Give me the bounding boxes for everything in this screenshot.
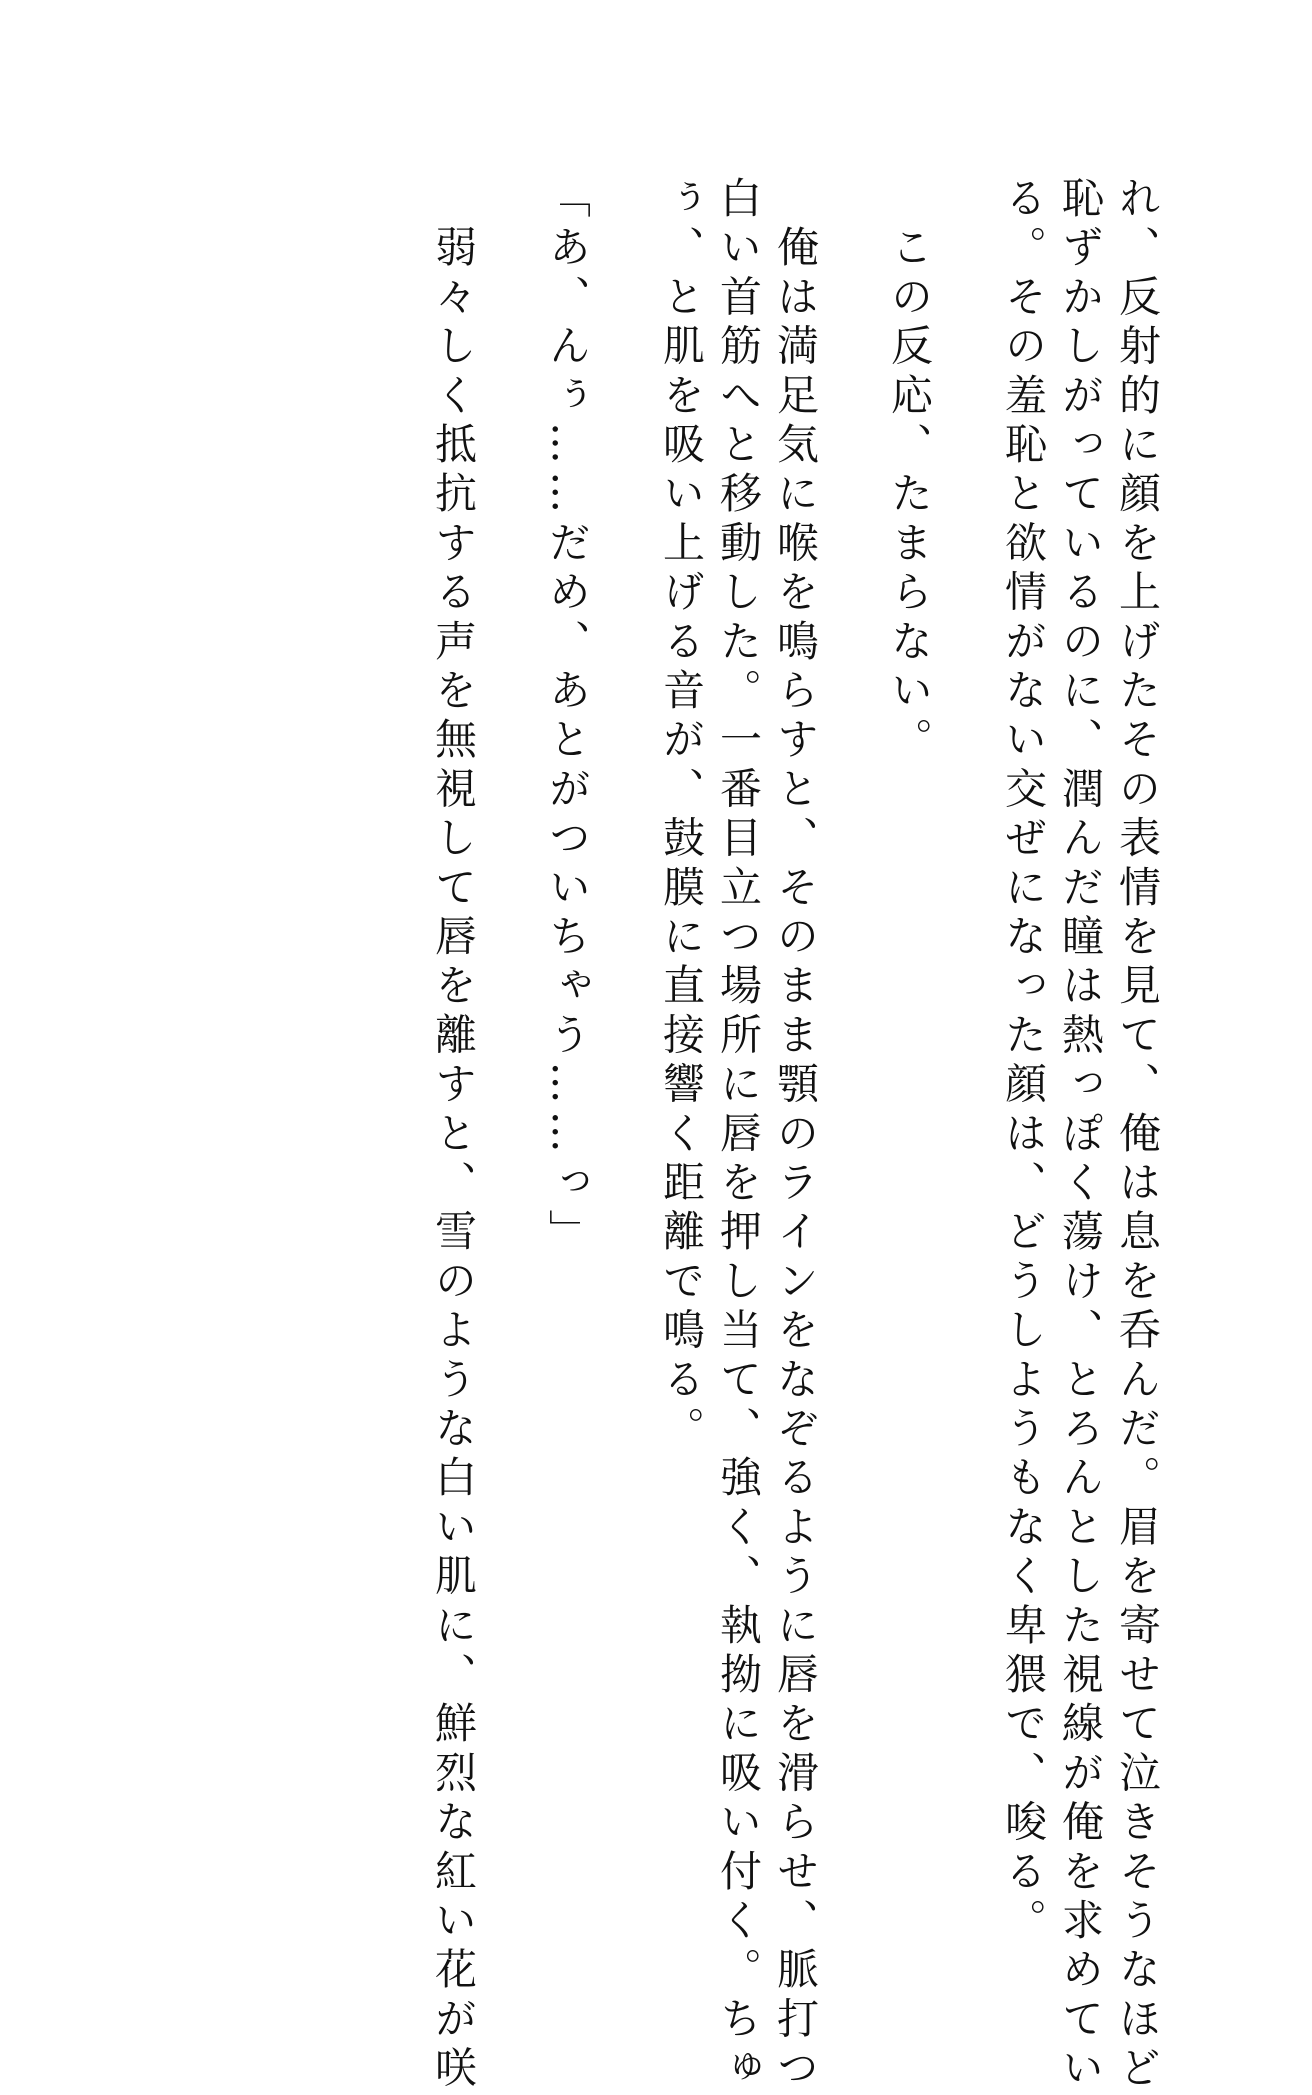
blank-line — [824, 176, 881, 1616]
text-line: この反応、たまらない。 — [885, 176, 934, 767]
blank-line — [938, 176, 995, 1616]
vertical-text-body — [425, 176, 1166, 2095]
text-line: れ、反射的に顔を上げたその表情を見て、俺は息を呑んだ。眉を寄せて泣きそうなほど — [1113, 176, 1162, 2095]
text-line: 俺は満足気に喉を鳴らすと、そのまま顎のラインをなぞるように唇を滑らせ、脈打つ — [771, 176, 820, 2095]
blank-line — [596, 176, 653, 1616]
blank-line — [482, 176, 539, 1616]
text-line: 白い首筋へと移動した。一番目立つ場所に唇を押し当て、強く、執拗に吸い付く。ちゅ — [714, 176, 763, 2095]
dialogue-line: 「あ、んぅ……だめ、あとがついちゃう……っ」 — [543, 176, 592, 1259]
text-line: 恥ずかしがっているのに、潤んだ瞳は熱っぽく蕩け、とろんとした視線が俺を求めてい — [1056, 176, 1105, 2095]
text-line: ぅ、と肌を吸い上げる音が、鼓膜に直接響く距離で鳴る。 — [657, 176, 706, 1456]
text-line: る。その羞恥と欲情がない交ぜになった顔は、どうしようもなく卑猥で、唆る。 — [999, 176, 1048, 1948]
text-line: 弱々しく抵抗する声を無視して唇を離すと、雪のような白い肌に、鮮烈な紅い花が咲 — [429, 176, 478, 2095]
